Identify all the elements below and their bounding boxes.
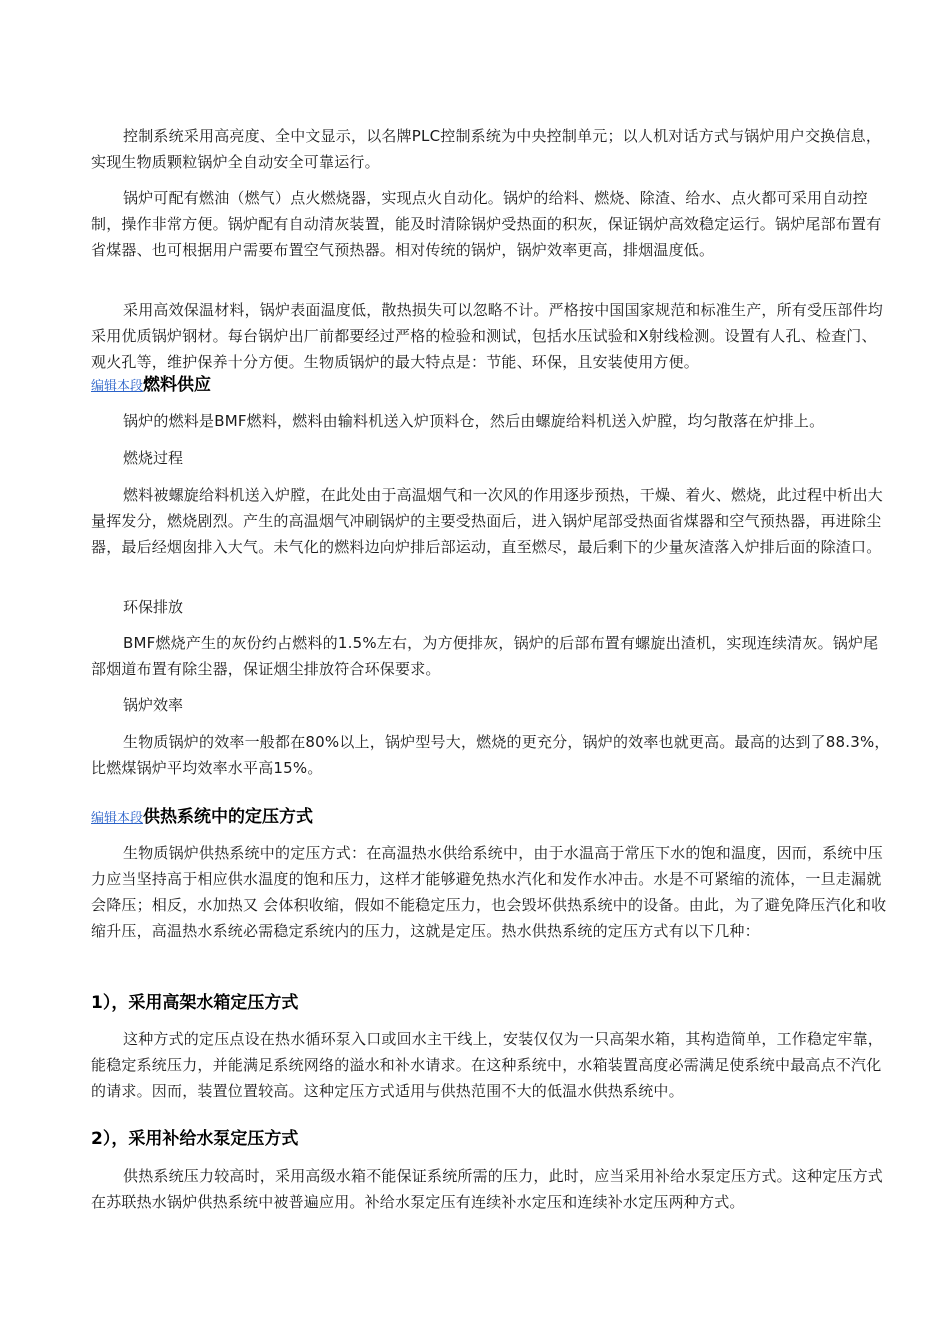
pressure-intro-paragraph: 生物质锅炉供热系统中的定压方式：在高温热水供给系统中，由于水温高于常压下水的饱和温度，因而，系统中压力应当坚持高于相应供水温度的饱和压力，这样才能够避免热水汽化和发作水冲击。水是不可紧缩的流体，一旦走漏就会降压；相反，水加热又 会体积收缩，假如不能稳定压力，也会毁坏供热系统中的设备。由此，为了避免降压汽化和收缩升压，高温热水系统必需稳定系统内的压力，这就是定压。热水供热系统的定压方式有以下几种： bbox=[91, 844, 887, 940]
subtopic-label-emission: 环保排放 bbox=[123, 598, 184, 616]
elevated-tank-paragraph: 这种方式的定压点设在热水循环泵入口或回水主干线上，安装仅仅为一只高架水箱，其构造简单，工作稳定牢靠，能稳定系统压力，并能满足系统网络的溢水和补水请求。在这种系统中，水箱装置高度必需满足使系统中最高点不汽化的请求。因而，装置位置较高。这种定压方式适用与供热范围不大的低温水供热系统中。 bbox=[91, 1030, 884, 1100]
fuel-paragraph: 锅炉的燃料是BMF燃料，燃料由输料机送入炉顶料仓，然后由螺旋给料机送入炉膛，均匀散落在炉排上。 bbox=[123, 412, 825, 430]
edit-section-link[interactable]: 编辑本段 bbox=[91, 811, 144, 826]
section-heading-fuel bbox=[91, 372, 211, 400]
efficiency-paragraph: 生物质锅炉的效率一般都在80%以上，锅炉型号大，燃烧的更充分，锅炉的效率也就更高。最高的达到了88.3%，比燃煤锅炉平均效率水平高15%。 bbox=[91, 733, 890, 777]
subtopic-label-efficiency: 锅炉效率 bbox=[123, 696, 184, 714]
intro-paragraph-insulation: 采用高效保温材料，锅炉表面温度低，散热损失可以忽略不计。严格按中国国家规范和标准生产，所有受压部件均采用优质锅炉钢材。每台锅炉出厂前都要经过严格的检验和测试，包括水压试验和X射线检测。设置有人孔、检查门、观火孔等，维护保养十分方便。生物质锅炉的最大特点是：节能、环保，且安装使用方便。 bbox=[91, 301, 884, 371]
subtopic-label-combustion: 燃烧过程 bbox=[123, 449, 184, 467]
combustion-paragraph: 燃料被螺旋给料机送入炉膛，在此处由于高温烟气和一次风的作用逐步预热，干燥、着火、燃烧，此过程中析出大量挥发分，燃烧剧烈。产生的高温烟气冲刷锅炉的主要受热面后，进入锅炉尾部受热面省煤器和空气预热器，再进除尘器，最后经烟囱排入大气。未气化的燃料边向炉排后部运动，直至燃尽，最后剩下的少量灰渣落入炉排后面的除渣口。 bbox=[91, 486, 884, 556]
intro-paragraph-ignition: 锅炉可配有燃油（燃气）点火燃烧器，实现点火自动化。锅炉的给料、燃烧、除渣、给水、点火都可采用自动控制，操作非常方便。锅炉配有自动清灰装置，能及时清除锅炉受热面的积灰，保证锅炉高效稳定运行。锅炉尾部布置有省煤器、也可根据用户需要布置空气预热器。相对传统的锅炉，锅炉效率更高，排烟温度低。 bbox=[91, 189, 882, 259]
edit-section-link[interactable]: 编辑本段 bbox=[91, 379, 144, 394]
section-title: 燃料供应 bbox=[143, 375, 212, 395]
section-title: 供热系统中的定压方式 bbox=[143, 807, 314, 827]
intro-paragraph-control: 控制系统采用高亮度、全中文显示，以名牌PLC控制系统为中央控制单元；以人机对话方式与锅炉用户交换信息，实现生物质颗粒锅炉全自动安全可靠运行。 bbox=[91, 127, 882, 171]
section-heading-pressure bbox=[91, 804, 313, 832]
emission-paragraph: BMF燃烧产生的灰份约占燃料的1.5%左右，为方便排灰，锅炉的后部布置有螺旋出渣机，实现连续清灰。锅炉尾部烟道布置有除尘器，保证烟尘排放符合环保要求。 bbox=[91, 634, 879, 678]
makeup-pump-paragraph: 供热系统压力较高时，采用高级水箱不能保证系统所需的压力，此时，应当采用补给水泵定压方式。这种定压方式在苏联热水锅炉供热系统中被普遍应用。补给水泵定压有连续补水定压和连续补水定压两种方式。 bbox=[91, 1167, 884, 1211]
subheading-elevated-tank: 1），采用高架水箱定压方式 bbox=[91, 993, 299, 1013]
subheading-makeup-pump: 2），采用补给水泵定压方式 bbox=[91, 1129, 299, 1149]
